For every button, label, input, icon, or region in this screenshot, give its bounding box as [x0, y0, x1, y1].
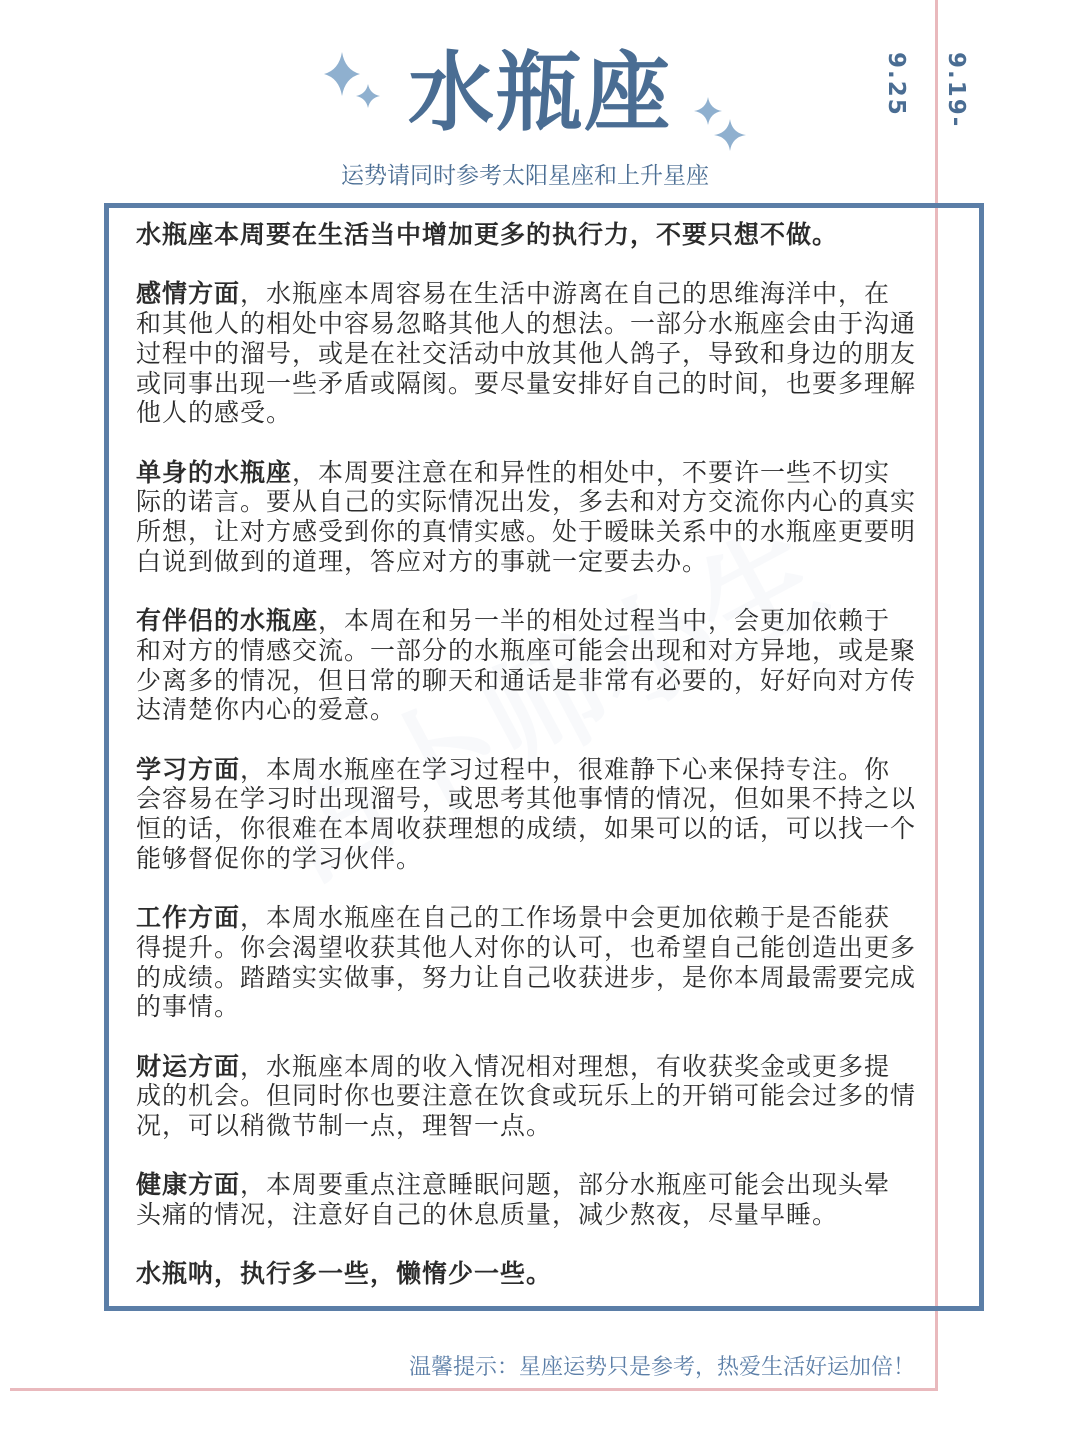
intro-paragraph: 水瓶座本周要在生活当中增加更多的执行力，不要只想不做。	[136, 220, 839, 249]
section-text: ，本周要注意在和异性的相处中，不要许一些不切实际的诺言。要从自己的实际情况出发，多去和对方交流你内心的真实所想，让对方感受到你的真情实感。处于暧昧关系中的水瓶座更要明白说到做到的道理，答应对方的事就一定要去办。	[136, 457, 917, 576]
section-finance	[136, 1052, 916, 1141]
footer-tip: 温馨提示：星座运势只是参考，热爱生活好运加倍！	[408, 1355, 915, 1380]
section-partnered	[136, 606, 916, 725]
section-work	[136, 903, 916, 1022]
section-study	[136, 755, 916, 874]
section-text: ，水瓶座本周的收入情况相对理想，有收获奖金或更多提成的机会。但同时你也要注意在饮食或玩乐上的开销可能会过多的情况，可以稍微节制一点，理智一点。	[136, 1051, 917, 1140]
sparkle-icon	[692, 95, 748, 153]
section-text: ，本周要重点注意睡眠问题，部分水瓶座可能会出现头晕头痛的情况，注意好自己的休息质量，减少熬夜，尽量早睡。	[136, 1170, 891, 1230]
section-text: ，本周在和另一半的相处过程当中，会更加依赖于和对方的情感交流。一部分的水瓶座可能会出现和对方异地，或是聚少离多的情况，但日常的聊天和通话是非常有必要的，好好向对方传达清楚你内心的爱意。	[136, 606, 917, 725]
section-single	[136, 458, 916, 577]
section-label: 单身的水瓶座	[136, 457, 293, 487]
section-love	[136, 279, 916, 428]
section-label: 工作方面	[136, 903, 241, 933]
date-range: 9.19-9.25	[883, 52, 969, 129]
section-text: ，水瓶座本周容易在生活中游离在自己的思维海洋中，在和其他人的相处中容易忽略其他人的想法。一部分水瓶座会由于沟通过程中的溜号，或是在社交活动中放其他人鸽子，导致和身边的朋友或同事出现一些矛盾或隔阂。要尽量安排好自己的时间，也要多理解他人的感受。	[136, 279, 917, 428]
horoscope-body	[136, 220, 916, 1319]
section-label: 学习方面	[136, 754, 241, 784]
section-text: ，本周水瓶座在学习过程中，很难静下心来保持专注。你会容易在学习时出现溜号，或思考其他事情的情况，但如果不持之以恒的话，你很难在本周收获理想的成绩，如果可以的话，可以找一个能够督促你的学习伙伴。	[136, 754, 917, 873]
section-health	[136, 1170, 916, 1229]
section-label: 健康方面	[136, 1170, 241, 1200]
section-text: ，本周水瓶座在自己的工作场景中会更加依赖于是否能获得提升。你会渴望收获其他人对你的认可，也希望自己能创造出更多的成绩。踏踏实实做事，努力让自己收获进步，是你本周最需要完成的事情。	[136, 903, 917, 1022]
closing-paragraph: 水瓶呐，执行多一些，懒惰少一些。	[136, 1259, 553, 1289]
page-subtitle: 运势请同时参考太阳星座和上升星座	[341, 163, 709, 189]
page-title: 水瓶座	[408, 43, 672, 143]
section-label: 财运方面	[136, 1051, 241, 1081]
section-label: 有伴侣的水瓶座	[136, 606, 319, 636]
sparkle-icon	[322, 50, 384, 110]
section-label: 感情方面	[136, 279, 241, 309]
pink-horizontal-line	[10, 1388, 938, 1391]
